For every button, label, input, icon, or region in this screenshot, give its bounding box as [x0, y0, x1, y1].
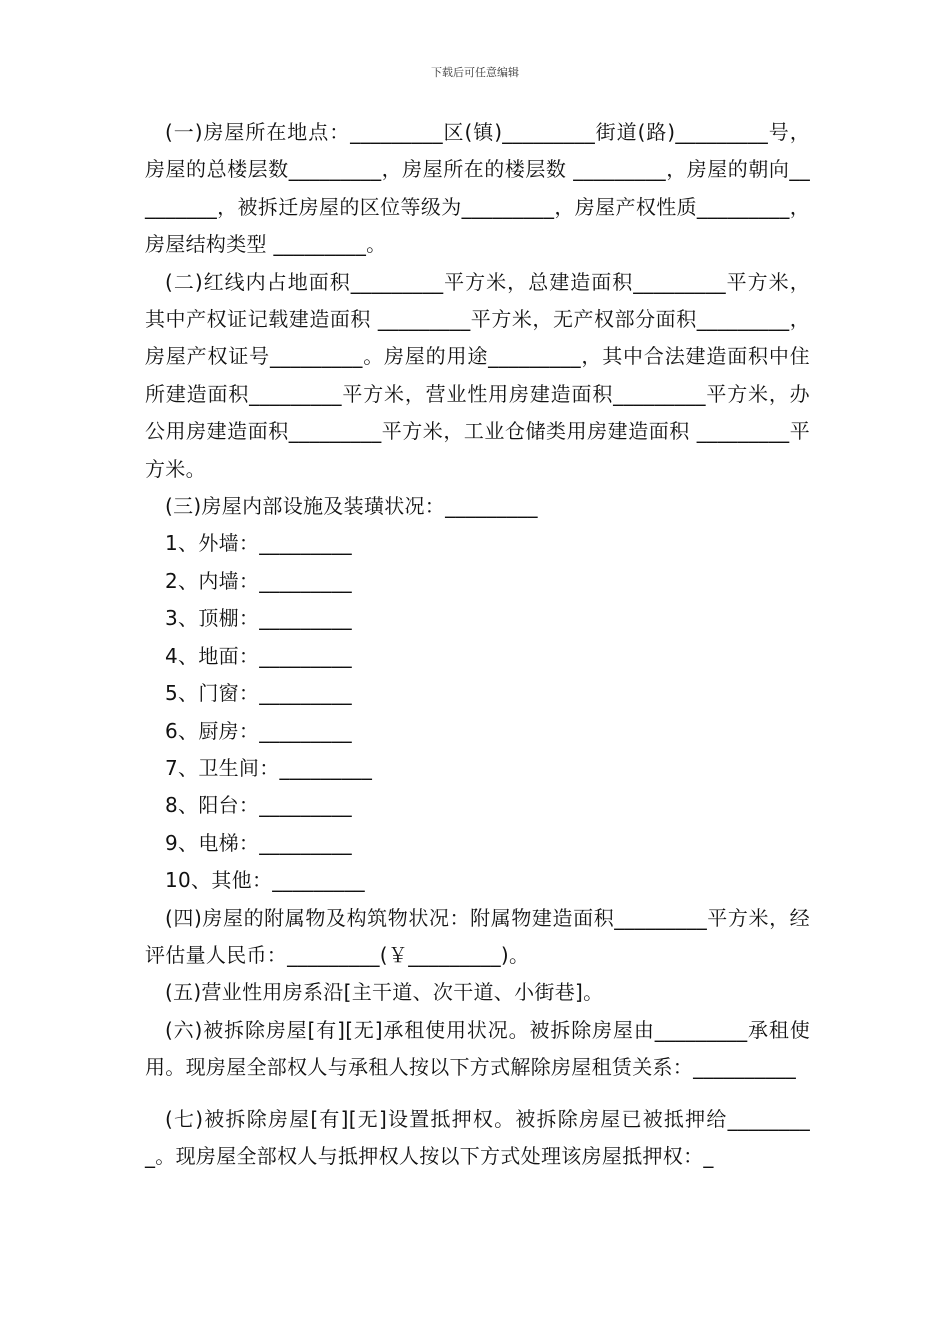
list-item-ceiling: 3、顶棚：_________ [165, 606, 352, 631]
list-item-interior-wall: 2、内墙：_________ [165, 568, 352, 593]
list-item-elevator: 9、电梯：_________ [165, 830, 352, 855]
paragraph-location: (一)房屋所在地点：_________区(镇)_________街道(路)_________号，房屋的总楼层数_________，房屋所在的楼层数 _________，房屋的朝向_________，被拆迁房屋的区位等级为_________，房屋产权性质_________，房屋结构类型 _________。 [145, 120, 810, 257]
paragraph-attachments: (四)房屋的附属物及构筑物状况：附属物建造面积_________平方米，经评估量人民币：_________(￥_________)。 [145, 905, 810, 967]
document-body [145, 114, 810, 1175]
list-item-exterior-wall: 1、外墙：_________ [165, 531, 352, 556]
paragraph-commercial-road: (五)营业性用房系沿[主干道、次干道、小街巷]。 [165, 980, 604, 1005]
list-item-bathroom: 7、卫生间：_________ [165, 755, 373, 780]
list-item-other: 10、其他：_________ [165, 868, 365, 893]
page-header: 下载后可任意编辑 [431, 66, 519, 79]
list-item-floor: 4、地面：_________ [165, 643, 352, 668]
list-item-doors-windows: 5、门窗：_________ [165, 681, 352, 706]
paragraph-mortgage: (七)被拆除房屋[有][无]设置抵押权。被拆除房屋已被抵押给_________。现房屋全部权人与抵押权人按以下方式处理该房屋抵押权：_ [145, 1106, 810, 1168]
paragraph-area: (二)红线内占地面积_________平方米，总建造面积_________平方米，其中产权证记载建造面积 _________平方米，无产权部分面积_________，房屋产权证号_________。房屋的用途_________，其中合法建造面积中住所建造面积_________平方米，营业性用房建造面积_________平方米，办公用房建造面积_________平方米，工业仓储类用房建造面积 _________平方米。 [145, 269, 810, 481]
list-item-balcony: 8、阳台：_________ [165, 793, 352, 818]
paragraph-lease: (六)被拆除房屋[有][无]承租使用状况。被拆除房屋由_________承租使用。现房屋全部权人与承租人按以下方式解除房屋租赁关系：__________ [145, 1017, 810, 1080]
list-item-kitchen: 6、厨房：_________ [165, 718, 352, 743]
paragraph-interior: (三)房屋内部设施及装璜状况：_________ [165, 494, 538, 519]
